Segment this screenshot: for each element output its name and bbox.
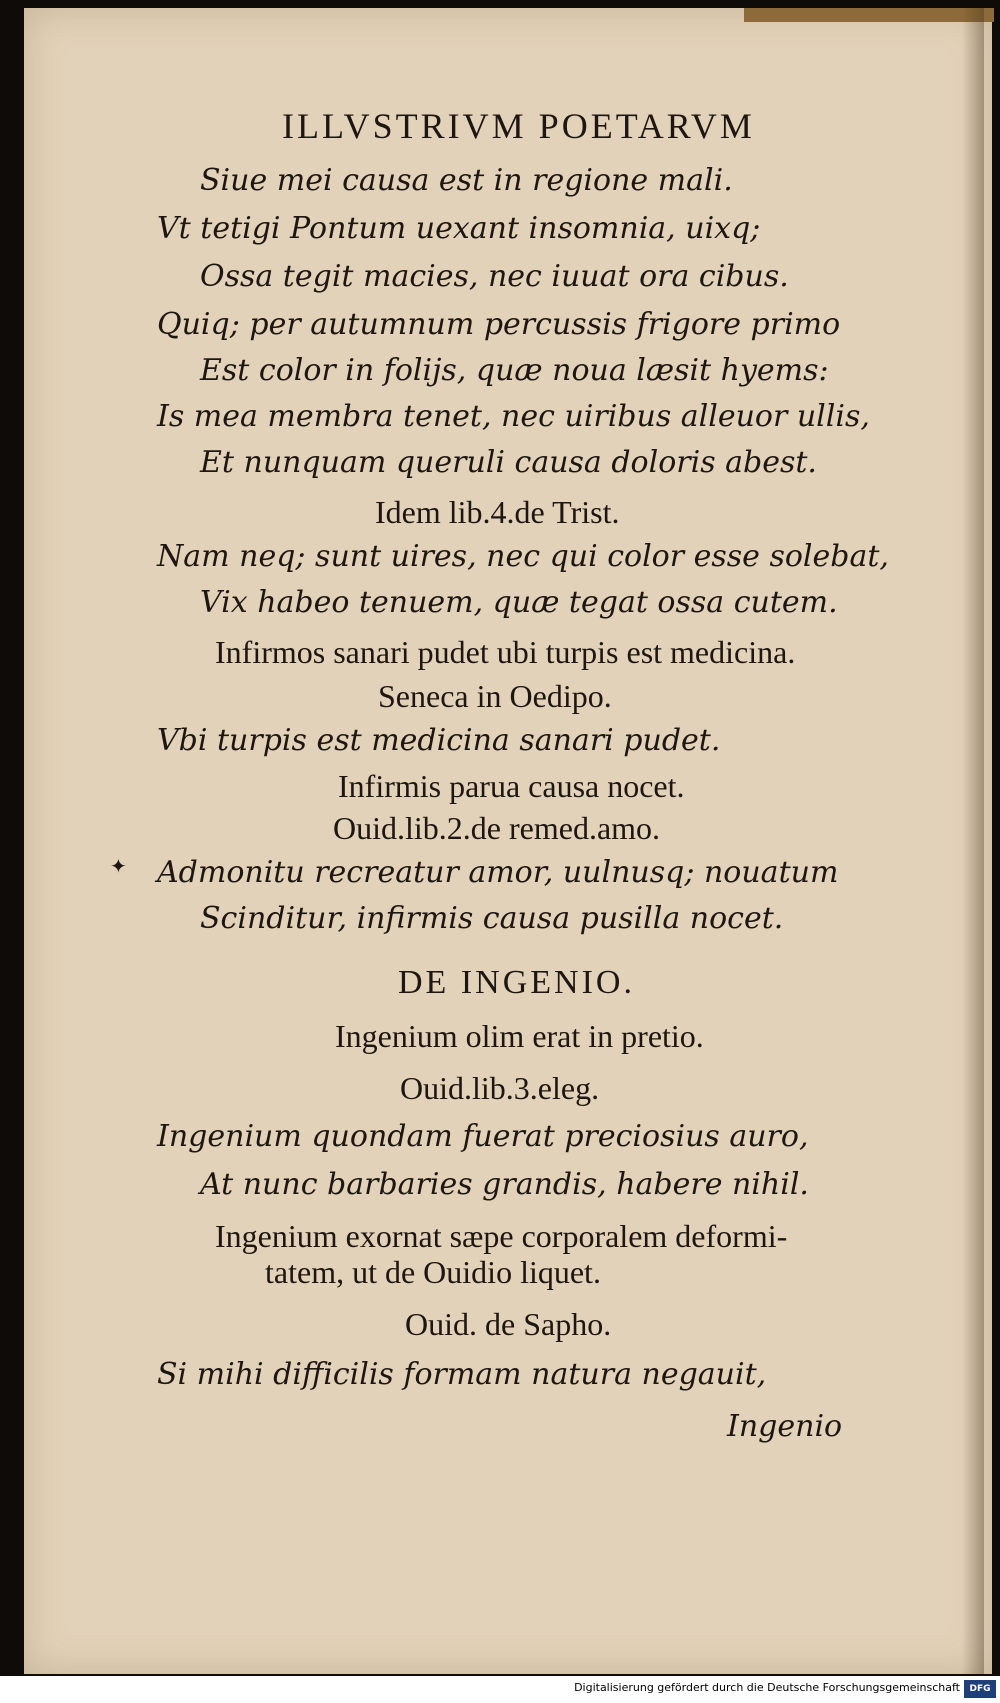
- verse-line: Si mihi difficilis formam natura negauit,: [157, 1357, 767, 1392]
- verse-line: Quiq; per autumnum percussis frigore primo: [157, 307, 841, 342]
- roman-text-line: Ingenium olim erat in pretio.: [335, 1018, 704, 1054]
- verse-line: Scinditur, infirmis causa pusilla nocet.: [200, 901, 784, 936]
- verse-line: Vix habeo tenuem, quæ tegat ossa cutem.: [200, 585, 838, 620]
- verse-line: Vt tetigi Pontum uexant insomnia, uixq;: [157, 211, 761, 246]
- verse-line: At nunc barbaries grandis, habere nihil.: [200, 1167, 809, 1202]
- roman-text-line: Ouid.lib.2.de remed.amo.: [333, 810, 661, 846]
- section-heading: DE INGENIO.: [398, 964, 635, 1001]
- page-spine-shadow: [962, 8, 984, 1674]
- roman-text-line: Ouid. de Sapho.: [405, 1306, 612, 1342]
- dfg-logo: DFG: [964, 1680, 996, 1698]
- roman-text-line: tatem, ut de Ouidio liquet.: [265, 1254, 601, 1290]
- footer-credit: Digitalisierung gefördert durch die Deutsche Forschungsgemeinschaft: [574, 1681, 960, 1694]
- footer-bar: [0, 1676, 1000, 1703]
- roman-text-line: Infirmis parua causa nocet.: [338, 768, 685, 804]
- margin-mark: ✦: [110, 854, 127, 878]
- verse-line: Siue mei causa est in regione mali.: [200, 163, 733, 198]
- verse-line: Is mea membra tenet, nec uiribus alleuor ullis,: [157, 399, 870, 434]
- verse-line: Et nunquam queruli causa doloris abest.: [200, 445, 817, 480]
- verse-line: Ingenio: [727, 1409, 843, 1444]
- verse-line: Vbi turpis est medicina sanari pudet.: [157, 723, 721, 758]
- roman-text-line: Ouid.lib.3.eleg.: [400, 1070, 600, 1106]
- verse-line: Ossa tegit macies, nec iuuat ora cibus.: [200, 259, 789, 294]
- verse-line: Admonitu recreatur amor, uulnusq; nouatum: [157, 855, 839, 890]
- verse-line: Ingenium quondam fuerat preciosius auro,: [157, 1119, 809, 1154]
- verse-line: Nam neq; sunt uires, nec qui color esse solebat,: [157, 539, 889, 574]
- running-header: ILLVSTRIVM POETARVM: [282, 106, 755, 146]
- page-edge-tab: [744, 8, 994, 22]
- roman-text-line: Idem lib.4.de Trist.: [375, 494, 620, 530]
- roman-text-line: Infirmos sanari pudet ubi turpis est medicina.: [215, 634, 796, 670]
- roman-text-line: Seneca in Oedipo.: [378, 678, 612, 714]
- roman-text-line: Ingenium exornat sæpe corporalem deformi-: [215, 1218, 788, 1254]
- verse-line: Est color in folijs, quæ noua læsit hyems:: [200, 353, 829, 388]
